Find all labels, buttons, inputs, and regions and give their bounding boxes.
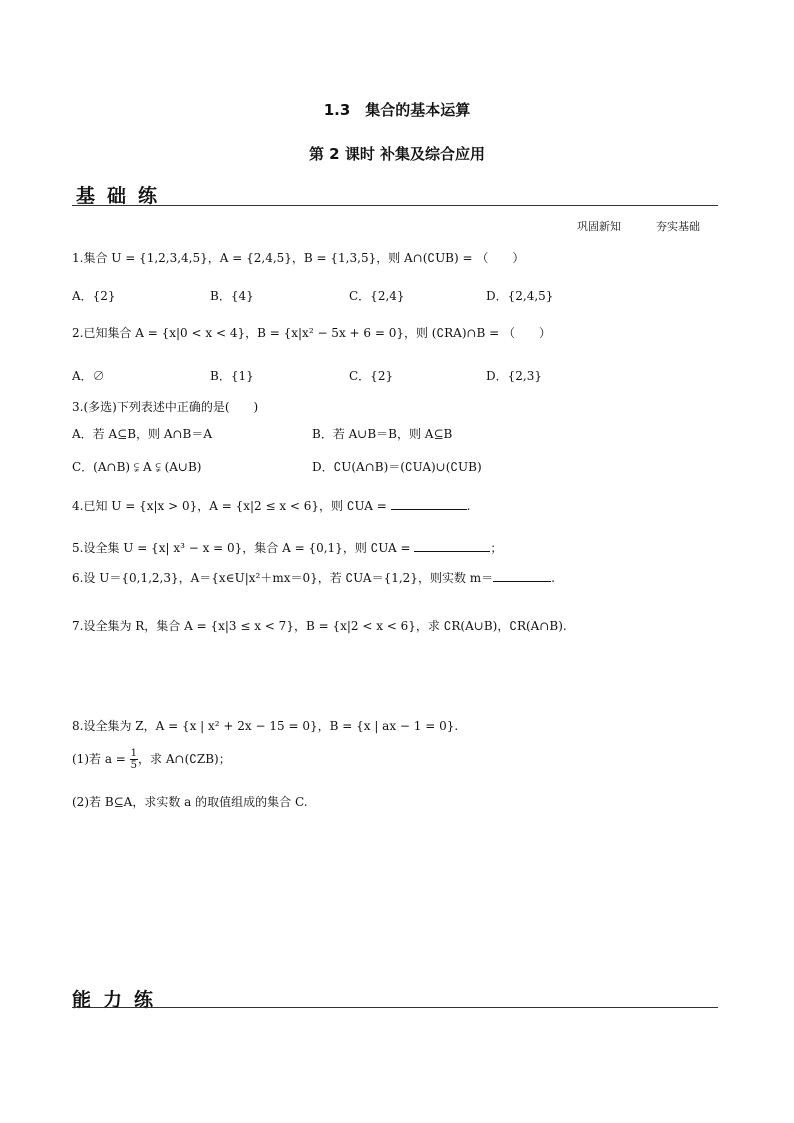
question-3-option-a: A．若 A⊆B，则 A∩B＝A (72, 427, 213, 441)
page-title: 1.3 集合的基本运算 (323, 101, 471, 119)
question-5 (72, 539, 502, 556)
fraction-denominator: 5 (130, 760, 138, 771)
question-6 (72, 569, 555, 586)
question-8-part-1 (72, 748, 231, 771)
question-4-end: . (466, 499, 471, 513)
fraction-one-fifth (130, 748, 138, 771)
question-4-answer-blank[interactable] (391, 499, 467, 510)
question-8-stem: 8.设全集为 Z，A = {x | x² + 2x − 15 = 0}，B = {x | ax − 1 = 0}. (72, 719, 459, 733)
question-7-stem: 7.设全集为 R，集合 A = {x|3 ≤ x < 7}，B = {x|2 < x < 6}，求 ∁R(A∪B)，∁R(A∩B). (72, 619, 567, 633)
question-3-option-d: D．∁U(A∩B)＝(∁UA)∪(∁UB) (312, 460, 482, 474)
question-4 (72, 497, 470, 514)
question-1-option-b: B．{4} (210, 289, 254, 303)
question-6-end: . (551, 571, 555, 585)
question-8-part-2: (2)若 B⊆A，求实数 a 的取值组成的集合 C. (72, 795, 308, 809)
section-heading-ability: 能力练 (72, 989, 166, 1011)
question-5-stem: 5.设全集 U = {x| x³ − x = 0}，集合 A = {0,1}，则 ∁UA = (72, 541, 415, 555)
question-8-part-1-tail: ，求 A∩(∁ZB)； (138, 752, 231, 766)
question-5-answer-blank[interactable] (414, 541, 490, 552)
section-tag-1: 巩固新知 (577, 220, 621, 233)
page-subtitle: 第 2 课时 补集及综合应用 (308, 145, 486, 163)
question-2-option-c: C．{2} (349, 369, 394, 383)
section-rule-basic (72, 205, 718, 206)
question-6-stem: 6.设 U＝{0,1,2,3}，A＝{x∈U|x²＋mx＝0}，若 ∁UA＝{1,2}，则实数 m＝ (72, 571, 494, 585)
question-3-option-b: B．若 A∪B＝B，则 A⊆B (312, 427, 453, 441)
section-heading-basic: 基础练 (76, 185, 170, 207)
question-5-end: ； (490, 541, 503, 555)
fraction-numerator: 1 (130, 748, 138, 759)
question-1-option-d: D．{2,4,5} (486, 289, 554, 303)
section-tag-2: 夯实基础 (656, 220, 700, 233)
question-2-stem: 2.已知集合 A = {x|0 < x < 4}，B = {x|x² − 5x + 6 = 0}，则 (∁RA)∩B = （ ） (72, 326, 552, 340)
question-4-stem: 4.已知 U = {x|x > 0}，A = {x|2 ≤ x < 6}，则 ∁UA = (72, 499, 391, 513)
question-2-option-d: D．{2,3} (486, 369, 542, 383)
question-1-option-a: A．{2} (72, 289, 116, 303)
question-3-stem: 3.(多选)下列表述中正确的是( ) (72, 400, 259, 414)
question-8-part-1-lead: (1)若 a = (72, 752, 130, 766)
question-2-option-b: B．{1} (210, 369, 254, 383)
section-rule-ability (72, 1007, 718, 1008)
question-2-option-a: A．∅ (72, 369, 105, 383)
question-1-stem: 1.集合 U = {1,2,3,4,5}，A = {2,4,5}，B = {1,3,5}，则 A∩(∁UB) = （ ） (72, 251, 525, 265)
question-3-option-c: C．(A∩B) ⫋ A ⫋ (A∪B) (72, 460, 202, 474)
question-6-answer-blank[interactable] (493, 571, 551, 582)
question-1-option-c: C．{2,4} (349, 289, 405, 303)
